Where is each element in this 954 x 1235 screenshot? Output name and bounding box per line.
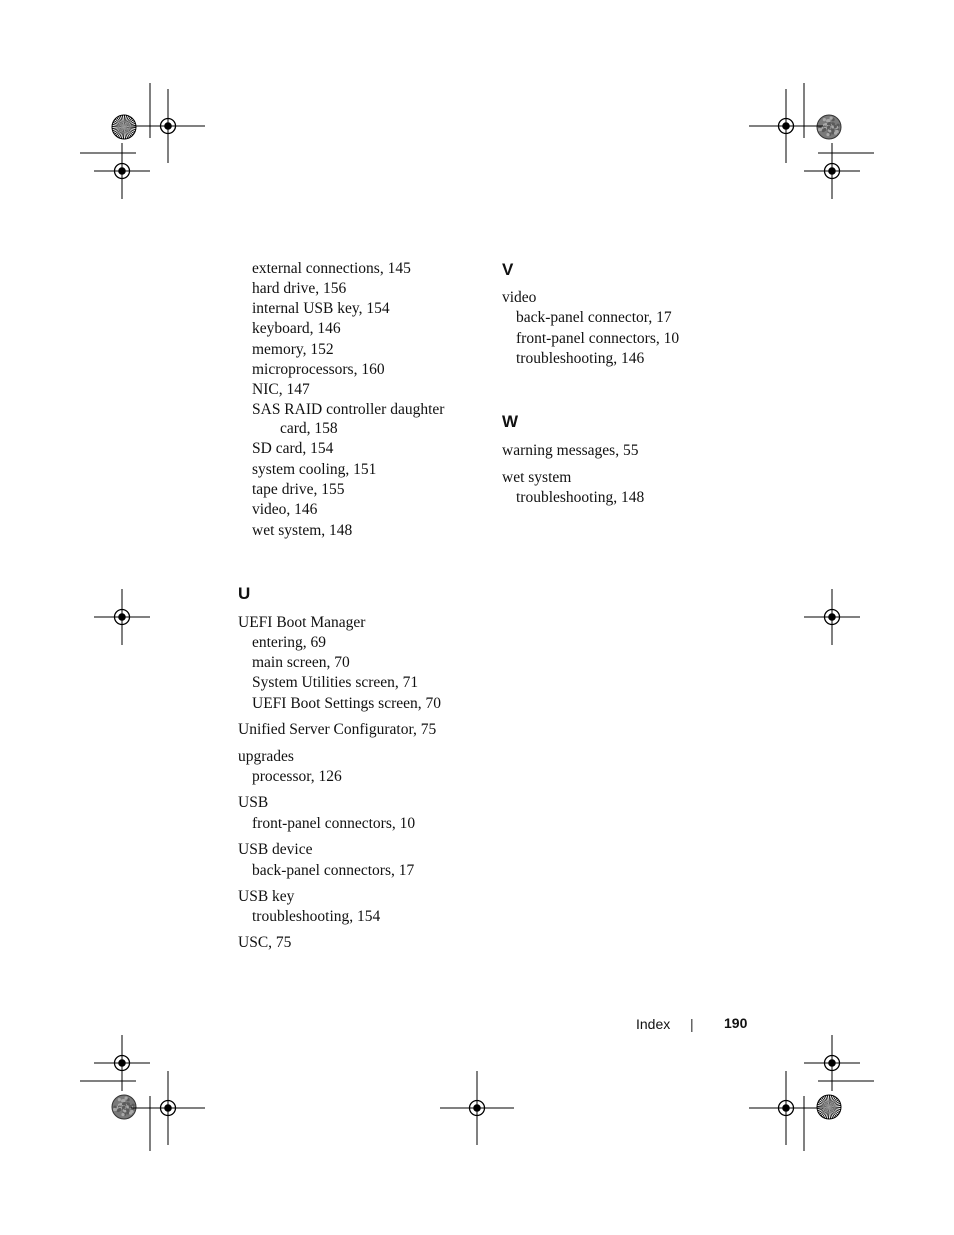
- gray-density-speck: [121, 1099, 124, 1102]
- index-subentry: tape drive, 155: [252, 481, 345, 498]
- gray-density-speck: [823, 118, 826, 121]
- gray-density-speck: [818, 128, 821, 131]
- gray-density-speck: [830, 117, 833, 120]
- gray-density-speck: [826, 119, 829, 122]
- gray-density-speck: [834, 125, 837, 128]
- gray-density-speck: [113, 1108, 116, 1111]
- index-subentry: troubleshooting, 146: [516, 350, 645, 367]
- index-subentry: video, 146: [252, 501, 318, 518]
- gray-density-speck: [832, 122, 835, 125]
- index-subentry: back-panel connector, 17: [516, 309, 672, 326]
- index-entry: warning messages, 55: [502, 442, 639, 459]
- index-subentry: UEFI Boot Settings screen, 70: [252, 695, 441, 712]
- gray-density-speck: [127, 1102, 130, 1105]
- index-subentry: troubleshooting, 148: [516, 489, 645, 506]
- gray-density-speck: [122, 1106, 125, 1109]
- gray-density-speck: [831, 128, 834, 131]
- index-subentry: keyboard, 146: [252, 320, 341, 337]
- index-subentry: front-panel connectors, 10: [516, 330, 680, 347]
- index-subentry: back-panel connectors, 17: [252, 862, 415, 879]
- index-subentry: processor, 126: [252, 768, 342, 785]
- gray-density-speck: [827, 126, 830, 129]
- gray-density-speck: [121, 1113, 124, 1116]
- registration-target-dot: [782, 122, 790, 130]
- index-subentry: system cooling, 151: [252, 461, 377, 478]
- index-subentry: System Utilities screen, 71: [252, 674, 419, 691]
- index-entry: USB key: [238, 888, 295, 905]
- index-subentry: hard drive, 156: [252, 280, 347, 297]
- gray-density-speck: [834, 132, 837, 135]
- registration-target-dot: [164, 122, 172, 130]
- gray-density-speck: [826, 133, 829, 136]
- index-entry: USB: [238, 794, 269, 811]
- index-subentry: SAS RAID controller daughter: [252, 401, 445, 418]
- index-entry: UEFI Boot Manager: [238, 614, 366, 631]
- registration-target-dot: [473, 1104, 481, 1112]
- footer-section-label: Index: [636, 1016, 671, 1032]
- section-letter-w: W: [502, 412, 519, 431]
- index-subentry: SD card, 154: [252, 440, 334, 457]
- gray-density-speck: [126, 1108, 129, 1111]
- registration-target-dot: [118, 613, 126, 621]
- index-subentry: NIC, 147: [252, 381, 310, 398]
- registration-target-dot: [828, 613, 836, 621]
- registration-target-dot: [118, 1059, 126, 1067]
- section-letter-u: U: [238, 584, 251, 603]
- index-entry: upgrades: [238, 748, 294, 765]
- index-subentry: wet system, 148: [252, 522, 353, 539]
- gray-density-speck: [125, 1097, 128, 1100]
- page-number: 190: [724, 1015, 748, 1031]
- gray-density-speck: [823, 128, 826, 131]
- gray-density-speck: [827, 122, 830, 125]
- gray-density-speck: [122, 1102, 125, 1105]
- index-subentry: memory, 152: [252, 341, 334, 358]
- section-letter-v: V: [502, 260, 514, 279]
- registration-target-dot: [118, 167, 126, 175]
- registration-target-dot: [164, 1104, 172, 1112]
- gray-density-speck: [118, 1098, 121, 1101]
- index-subentry-wrap: card, 158: [280, 420, 338, 437]
- registration-target-dot: [782, 1104, 790, 1112]
- index-subentry: internal USB key, 154: [252, 300, 390, 317]
- index-entry: Unified Server Configurator, 75: [238, 721, 437, 738]
- index-subentry: microprocessors, 160: [252, 361, 385, 378]
- index-entry: USB device: [238, 841, 313, 858]
- gray-density-speck: [118, 1108, 121, 1111]
- index-entry: USC, 75: [238, 934, 292, 951]
- index-entry: video: [502, 289, 537, 306]
- index-subentry: main screen, 70: [252, 654, 350, 671]
- index-subentry: external connections, 145: [252, 260, 411, 277]
- index-subentry: troubleshooting, 154: [252, 908, 381, 925]
- index-subentry: front-panel connectors, 10: [252, 815, 416, 832]
- registration-target-dot: [828, 167, 836, 175]
- gray-density-speck: [129, 1112, 132, 1115]
- registration-target-dot: [828, 1059, 836, 1067]
- footer-separator: |: [690, 1016, 694, 1032]
- index-entry: wet system: [502, 469, 572, 486]
- index-subentry: entering, 69: [252, 634, 327, 651]
